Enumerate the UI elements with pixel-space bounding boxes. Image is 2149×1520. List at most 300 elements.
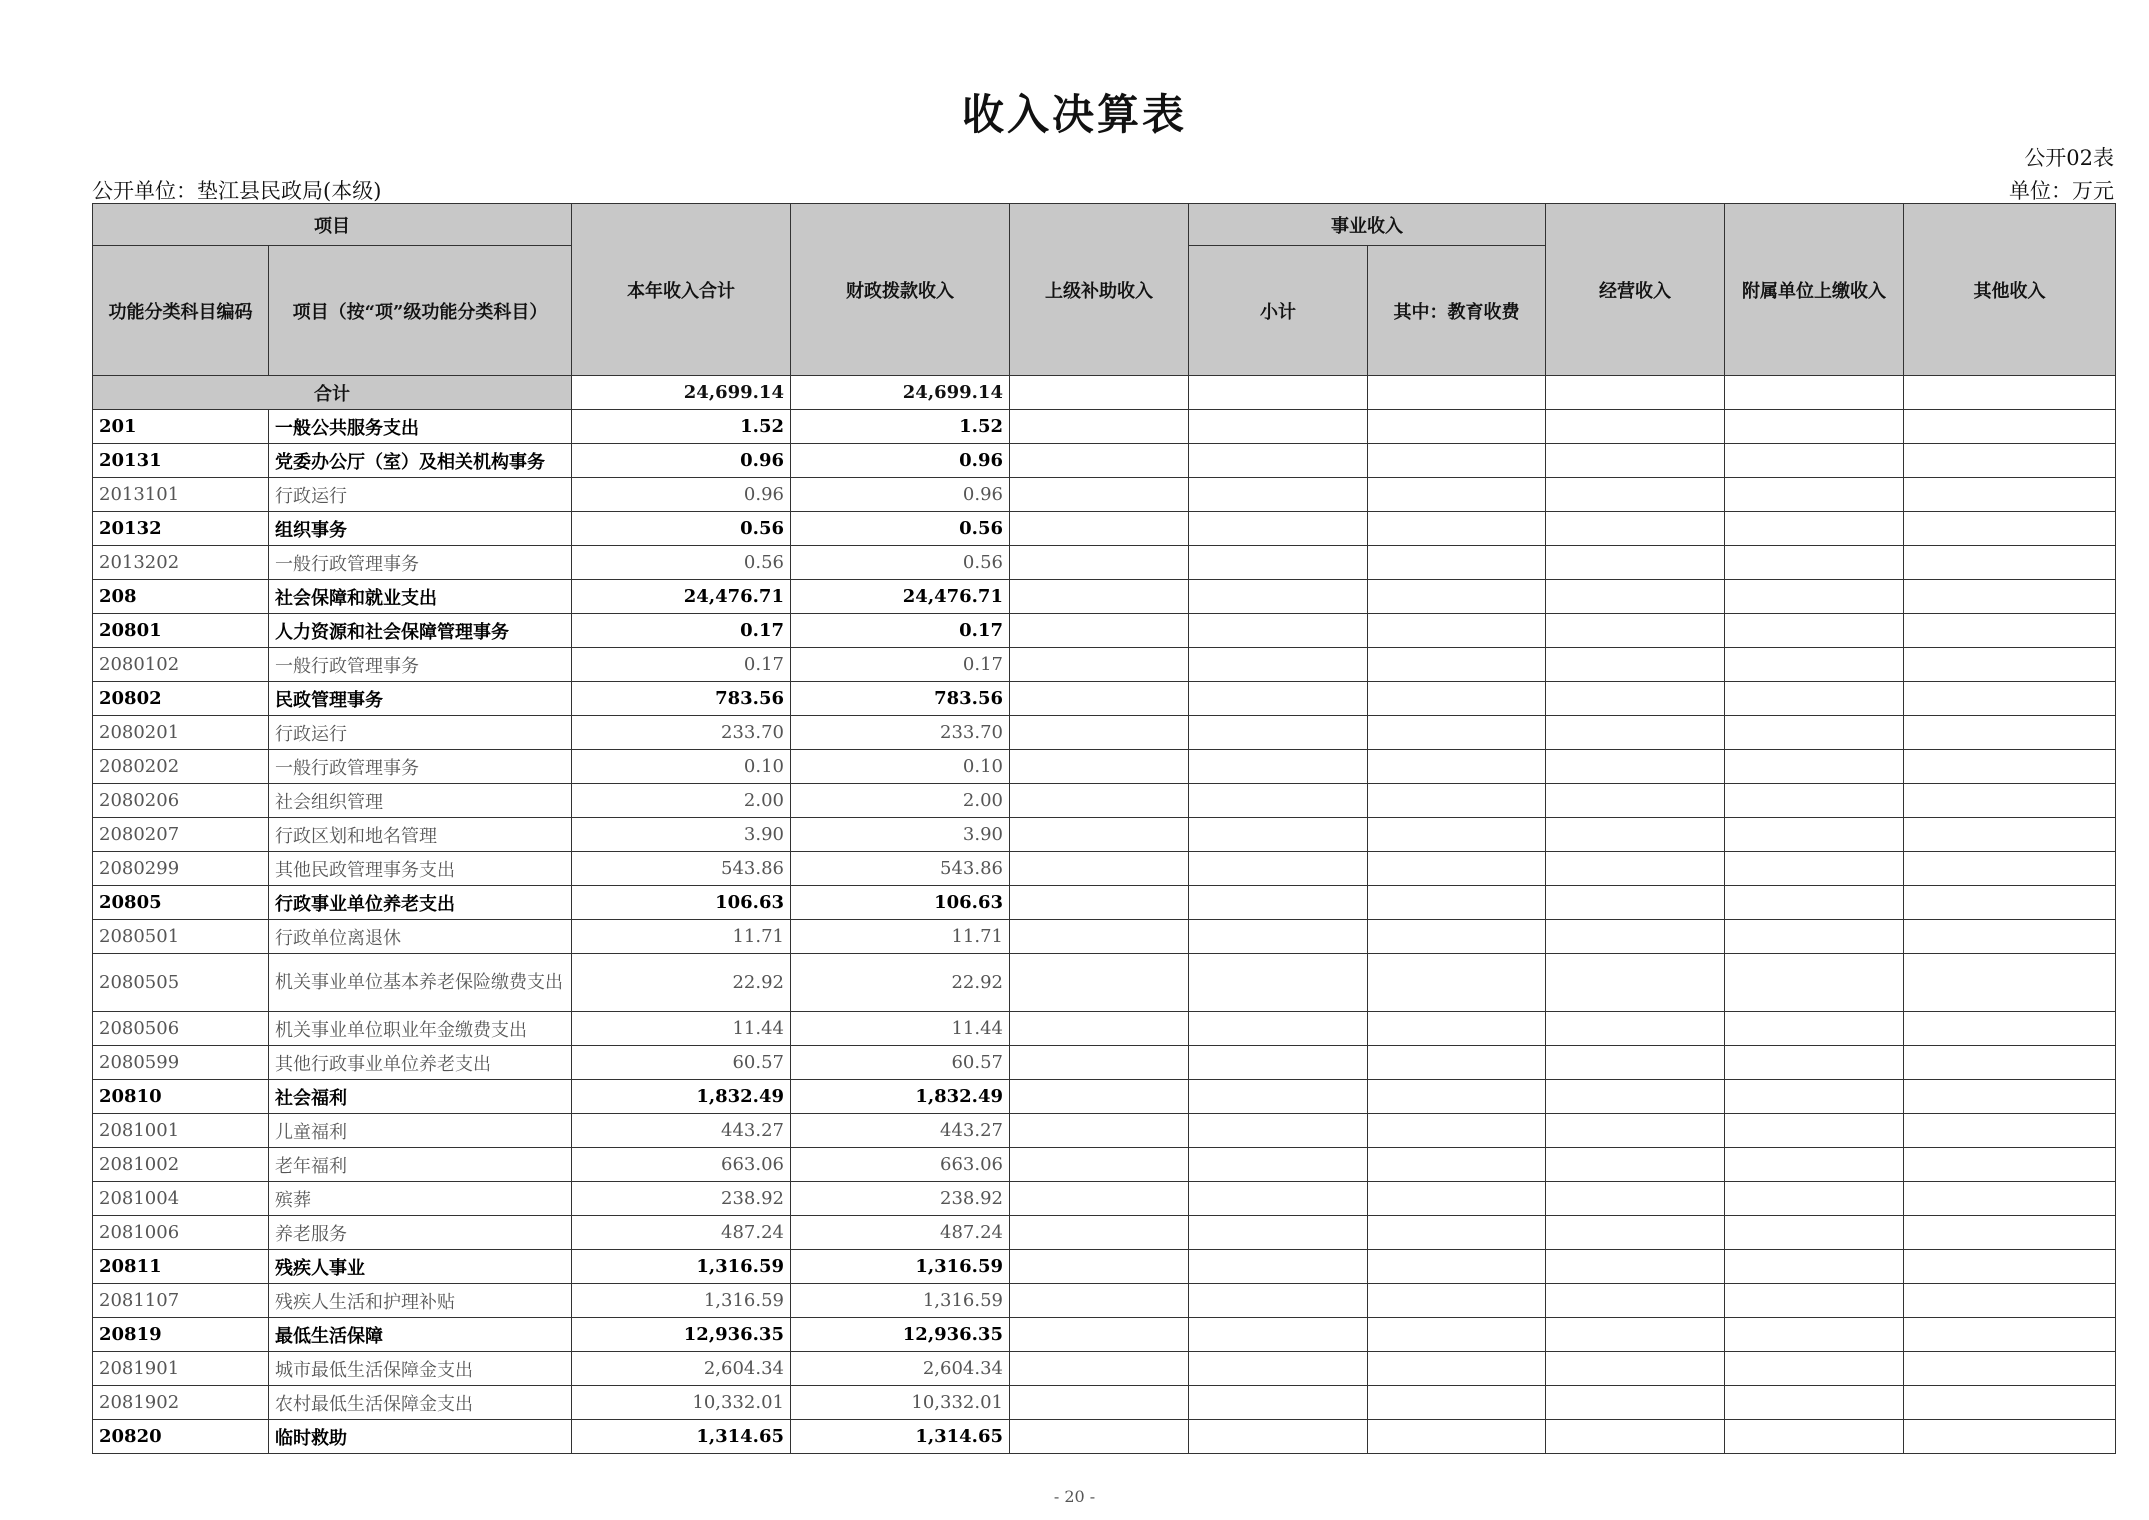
header-project: 项目 [93,204,572,246]
empty-cell [1904,512,2116,546]
empty-cell [1010,376,1189,410]
empty-cell [1010,1114,1189,1148]
empty-cell [1189,478,1368,512]
row-total: 60.57 [572,1046,791,1080]
row-name: 其他民政管理事务支出 [269,852,572,886]
empty-cell [1368,682,1546,716]
row-name: 残疾人事业 [269,1250,572,1284]
empty-cell [1189,648,1368,682]
empty-cell [1725,376,1904,410]
table-row [93,1216,2116,1250]
row-fiscal: 238.92 [791,1182,1010,1216]
row-fiscal: 487.24 [791,1216,1010,1250]
table-row [93,886,2116,920]
form-number: 公开02表 [2024,146,2114,170]
row-total: 11.71 [572,920,791,954]
header-education: 其中：教育收费 [1368,246,1546,376]
empty-cell [1725,1080,1904,1114]
row-code: 20802 [93,682,269,716]
empty-cell [1368,444,1546,478]
row-code: 2080505 [93,954,269,1012]
row-name: 行政运行 [269,716,572,750]
empty-cell [1189,1114,1368,1148]
empty-cell [1010,648,1189,682]
empty-cell [1368,410,1546,444]
header-item: 项目（按“项”级功能分类科目） [269,246,572,376]
total-label: 合计 [93,376,572,410]
empty-cell [1725,614,1904,648]
row-fiscal: 0.96 [791,444,1010,478]
empty-cell [1904,852,2116,886]
empty-cell [1546,1352,1725,1386]
empty-cell [1010,1284,1189,1318]
row-fiscal: 10,332.01 [791,1386,1010,1420]
currency-unit: 单位：万元 [2009,179,2114,203]
empty-cell [1725,444,1904,478]
empty-cell [1189,1420,1368,1454]
row-fiscal: 60.57 [791,1046,1010,1080]
row-fiscal: 3.90 [791,818,1010,852]
empty-cell [1546,682,1725,716]
row-code: 2080599 [93,1046,269,1080]
empty-cell [1189,444,1368,478]
empty-cell [1368,478,1546,512]
empty-cell [1010,546,1189,580]
table-row [93,682,2116,716]
empty-cell [1725,1352,1904,1386]
empty-cell [1368,614,1546,648]
empty-cell [1725,1182,1904,1216]
row-total: 783.56 [572,682,791,716]
empty-cell [1189,920,1368,954]
empty-cell [1904,614,2116,648]
table-row [93,478,2116,512]
empty-cell [1904,444,2116,478]
row-code: 2081901 [93,1352,269,1386]
empty-cell [1904,920,2116,954]
row-total: 2,604.34 [572,1352,791,1386]
row-total: 0.10 [572,750,791,784]
table-row [93,818,2116,852]
empty-cell [1546,376,1725,410]
empty-cell [1368,852,1546,886]
row-code: 20132 [93,512,269,546]
row-fiscal: 443.27 [791,1114,1010,1148]
empty-cell [1189,376,1368,410]
table-row [93,444,2116,478]
total-fiscal: 24,699.14 [791,376,1010,410]
table-row [93,648,2116,682]
empty-cell [1189,546,1368,580]
row-code: 20131 [93,444,269,478]
row-fiscal: 12,936.35 [791,1318,1010,1352]
row-code: 2080206 [93,784,269,818]
row-total: 3.90 [572,818,791,852]
empty-cell [1189,818,1368,852]
empty-cell [1904,954,2116,1012]
table-row [93,784,2116,818]
row-name: 社会福利 [269,1080,572,1114]
empty-cell [1368,784,1546,818]
table-row [93,410,2116,444]
table-row [93,1352,2116,1386]
row-code: 201 [93,410,269,444]
empty-cell [1725,648,1904,682]
row-fiscal: 663.06 [791,1148,1010,1182]
row-total: 1,314.65 [572,1420,791,1454]
empty-cell [1904,1148,2116,1182]
row-name: 农村最低生活保障金支出 [269,1386,572,1420]
empty-cell [1010,920,1189,954]
row-name: 机关事业单位基本养老保险缴费支出 [269,954,572,1012]
empty-cell [1010,444,1189,478]
empty-cell [1725,1046,1904,1080]
empty-cell [1546,1046,1725,1080]
empty-cell [1189,1148,1368,1182]
empty-cell [1546,886,1725,920]
row-name: 其他行政事业单位养老支出 [269,1046,572,1080]
row-code: 2080201 [93,716,269,750]
row-total: 2.00 [572,784,791,818]
row-code: 20801 [93,614,269,648]
empty-cell [1010,580,1189,614]
empty-cell [1904,1386,2116,1420]
row-name: 一般公共服务支出 [269,410,572,444]
empty-cell [1368,1012,1546,1046]
empty-cell [1546,546,1725,580]
empty-cell [1904,1420,2116,1454]
table-row [93,920,2116,954]
row-total: 0.96 [572,478,791,512]
table-row [93,1012,2116,1046]
row-total: 663.06 [572,1148,791,1182]
empty-cell [1546,512,1725,546]
empty-cell [1189,1216,1368,1250]
header-fiscal: 财政拨款收入 [791,204,1010,376]
table-row [93,716,2116,750]
row-fiscal: 11.71 [791,920,1010,954]
empty-cell [1368,1420,1546,1454]
row-fiscal: 22.92 [791,954,1010,1012]
empty-cell [1904,546,2116,580]
empty-cell [1368,750,1546,784]
empty-cell [1189,1250,1368,1284]
empty-cell [1904,1046,2116,1080]
row-name: 一般行政管理事务 [269,546,572,580]
empty-cell [1546,1012,1725,1046]
empty-cell [1546,1080,1725,1114]
empty-cell [1010,852,1189,886]
row-name: 机关事业单位职业年金缴费支出 [269,1012,572,1046]
empty-cell [1368,954,1546,1012]
row-name: 人力资源和社会保障管理事务 [269,614,572,648]
empty-cell [1010,784,1189,818]
empty-cell [1725,1386,1904,1420]
empty-cell [1725,512,1904,546]
empty-cell [1546,716,1725,750]
row-total: 487.24 [572,1216,791,1250]
empty-cell [1189,1352,1368,1386]
row-name: 行政运行 [269,478,572,512]
row-fiscal: 1.52 [791,410,1010,444]
table-row [93,852,2116,886]
empty-cell [1725,682,1904,716]
row-name: 老年福利 [269,1148,572,1182]
empty-cell [1904,478,2116,512]
total-row [93,376,2116,410]
table-row [93,512,2116,546]
empty-cell [1368,1182,1546,1216]
row-fiscal: 24,476.71 [791,580,1010,614]
row-code: 2013101 [93,478,269,512]
empty-cell [1368,1216,1546,1250]
empty-cell [1725,1012,1904,1046]
row-code: 2080501 [93,920,269,954]
empty-cell [1189,886,1368,920]
table-row [93,1114,2116,1148]
empty-cell [1010,886,1189,920]
empty-cell [1546,648,1725,682]
row-code: 2080207 [93,818,269,852]
empty-cell [1010,614,1189,648]
row-code: 20819 [93,1318,269,1352]
empty-cell [1189,716,1368,750]
row-fiscal: 1,316.59 [791,1250,1010,1284]
empty-cell [1725,818,1904,852]
empty-cell [1368,1046,1546,1080]
empty-cell [1368,1318,1546,1352]
empty-cell [1368,1114,1546,1148]
row-fiscal: 0.56 [791,512,1010,546]
row-total: 1,316.59 [572,1284,791,1318]
row-code: 2080202 [93,750,269,784]
table-row [93,1046,2116,1080]
table-row [93,1420,2116,1454]
empty-cell [1725,920,1904,954]
empty-cell [1189,750,1368,784]
empty-cell [1546,750,1725,784]
empty-cell [1189,1080,1368,1114]
header-code: 功能分类科目编码 [93,246,269,376]
table-row [93,1318,2116,1352]
row-code: 20810 [93,1080,269,1114]
table-row [93,1080,2116,1114]
empty-cell [1189,410,1368,444]
empty-cell [1904,1216,2116,1250]
row-code: 2081006 [93,1216,269,1250]
row-name: 行政单位离退休 [269,920,572,954]
row-fiscal: 1,316.59 [791,1284,1010,1318]
empty-cell [1904,784,2116,818]
empty-cell [1368,648,1546,682]
row-name: 养老服务 [269,1216,572,1250]
row-name: 社会保障和就业支出 [269,580,572,614]
row-code: 2081004 [93,1182,269,1216]
empty-cell [1546,614,1725,648]
empty-cell [1010,750,1189,784]
table-row [93,954,2116,1012]
empty-cell [1368,1352,1546,1386]
header-business: 事业收入 [1189,204,1546,246]
empty-cell [1904,1182,2116,1216]
empty-cell [1010,1250,1189,1284]
row-fiscal: 2,604.34 [791,1352,1010,1386]
header-subtotal: 小计 [1189,246,1368,376]
row-total: 238.92 [572,1182,791,1216]
empty-cell [1010,1148,1189,1182]
empty-cell [1904,376,2116,410]
row-total: 10,332.01 [572,1386,791,1420]
table-row [93,580,2116,614]
row-name: 社会组织管理 [269,784,572,818]
row-name: 殡葬 [269,1182,572,1216]
empty-cell [1368,818,1546,852]
empty-cell [1904,410,2116,444]
empty-cell [1189,852,1368,886]
row-fiscal: 2.00 [791,784,1010,818]
empty-cell [1725,478,1904,512]
empty-cell [1725,954,1904,1012]
empty-cell [1546,954,1725,1012]
empty-cell [1010,954,1189,1012]
header-affiliated: 附属单位上缴收入 [1725,204,1904,376]
empty-cell [1368,512,1546,546]
empty-cell [1904,818,2116,852]
table-row [93,614,2116,648]
header-operating: 经营收入 [1546,204,1725,376]
empty-cell [1904,1284,2116,1318]
row-fiscal: 11.44 [791,1012,1010,1046]
empty-cell [1368,716,1546,750]
row-code: 2013202 [93,546,269,580]
empty-cell [1368,580,1546,614]
empty-cell [1725,1420,1904,1454]
empty-cell [1189,512,1368,546]
row-fiscal: 106.63 [791,886,1010,920]
row-name: 行政事业单位养老支出 [269,886,572,920]
empty-cell [1010,512,1189,546]
empty-cell [1189,1318,1368,1352]
row-total: 0.17 [572,614,791,648]
row-total: 24,476.71 [572,580,791,614]
empty-cell [1904,1080,2116,1114]
empty-cell [1189,954,1368,1012]
empty-cell [1546,410,1725,444]
row-total: 543.86 [572,852,791,886]
row-total: 106.63 [572,886,791,920]
empty-cell [1904,1114,2116,1148]
empty-cell [1010,1386,1189,1420]
empty-cell [1725,886,1904,920]
empty-cell [1368,1284,1546,1318]
row-total: 443.27 [572,1114,791,1148]
row-fiscal: 0.56 [791,546,1010,580]
table-row [93,546,2116,580]
empty-cell [1189,682,1368,716]
empty-cell [1010,1420,1189,1454]
empty-cell [1546,784,1725,818]
table-row [93,1386,2116,1420]
row-code: 2081902 [93,1386,269,1420]
empty-cell [1546,1250,1725,1284]
empty-cell [1546,1386,1725,1420]
empty-cell [1725,1114,1904,1148]
empty-cell [1904,648,2116,682]
empty-cell [1010,1080,1189,1114]
row-total: 0.56 [572,546,791,580]
empty-cell [1010,1012,1189,1046]
row-name: 党委办公厅（室）及相关机构事务 [269,444,572,478]
empty-cell [1725,1250,1904,1284]
empty-cell [1010,1216,1189,1250]
empty-cell [1010,716,1189,750]
row-name: 残疾人生活和护理补贴 [269,1284,572,1318]
row-code: 2081001 [93,1114,269,1148]
empty-cell [1725,1216,1904,1250]
page-number: - 20 - [1053,1487,1096,1506]
row-name: 最低生活保障 [269,1318,572,1352]
empty-cell [1725,1284,1904,1318]
header-total: 本年收入合计 [572,204,791,376]
empty-cell [1904,716,2116,750]
empty-cell [1546,1420,1725,1454]
empty-cell [1904,750,2116,784]
row-total: 11.44 [572,1012,791,1046]
row-fiscal: 1,832.49 [791,1080,1010,1114]
row-name: 行政区划和地名管理 [269,818,572,852]
empty-cell [1189,614,1368,648]
empty-cell [1725,410,1904,444]
row-total: 233.70 [572,716,791,750]
row-name: 组织事务 [269,512,572,546]
row-code: 20805 [93,886,269,920]
reporting-unit: 公开单位：垫江县民政局(本级) [92,179,382,203]
empty-cell [1010,1352,1189,1386]
row-code: 20820 [93,1420,269,1454]
empty-cell [1546,1182,1725,1216]
empty-cell [1368,376,1546,410]
row-fiscal: 0.17 [791,648,1010,682]
empty-cell [1904,1250,2116,1284]
header-superior: 上级补助收入 [1010,204,1189,376]
empty-cell [1546,444,1725,478]
row-name: 一般行政管理事务 [269,750,572,784]
row-total: 0.56 [572,512,791,546]
table-row [93,1182,2116,1216]
empty-cell [1546,1114,1725,1148]
table-row [93,1148,2116,1182]
row-name: 城市最低生活保障金支出 [269,1352,572,1386]
empty-cell [1725,784,1904,818]
empty-cell [1368,1250,1546,1284]
page-title: 收入决算表 [961,90,1187,139]
empty-cell [1010,682,1189,716]
empty-cell [1546,1148,1725,1182]
empty-cell [1725,750,1904,784]
empty-cell [1189,1046,1368,1080]
empty-cell [1546,478,1725,512]
empty-cell [1904,1012,2116,1046]
empty-cell [1189,784,1368,818]
row-name: 一般行政管理事务 [269,648,572,682]
empty-cell [1725,1318,1904,1352]
row-name: 儿童福利 [269,1114,572,1148]
row-total: 1,316.59 [572,1250,791,1284]
table-row [93,750,2116,784]
row-fiscal: 233.70 [791,716,1010,750]
row-total: 0.17 [572,648,791,682]
row-code: 2080299 [93,852,269,886]
